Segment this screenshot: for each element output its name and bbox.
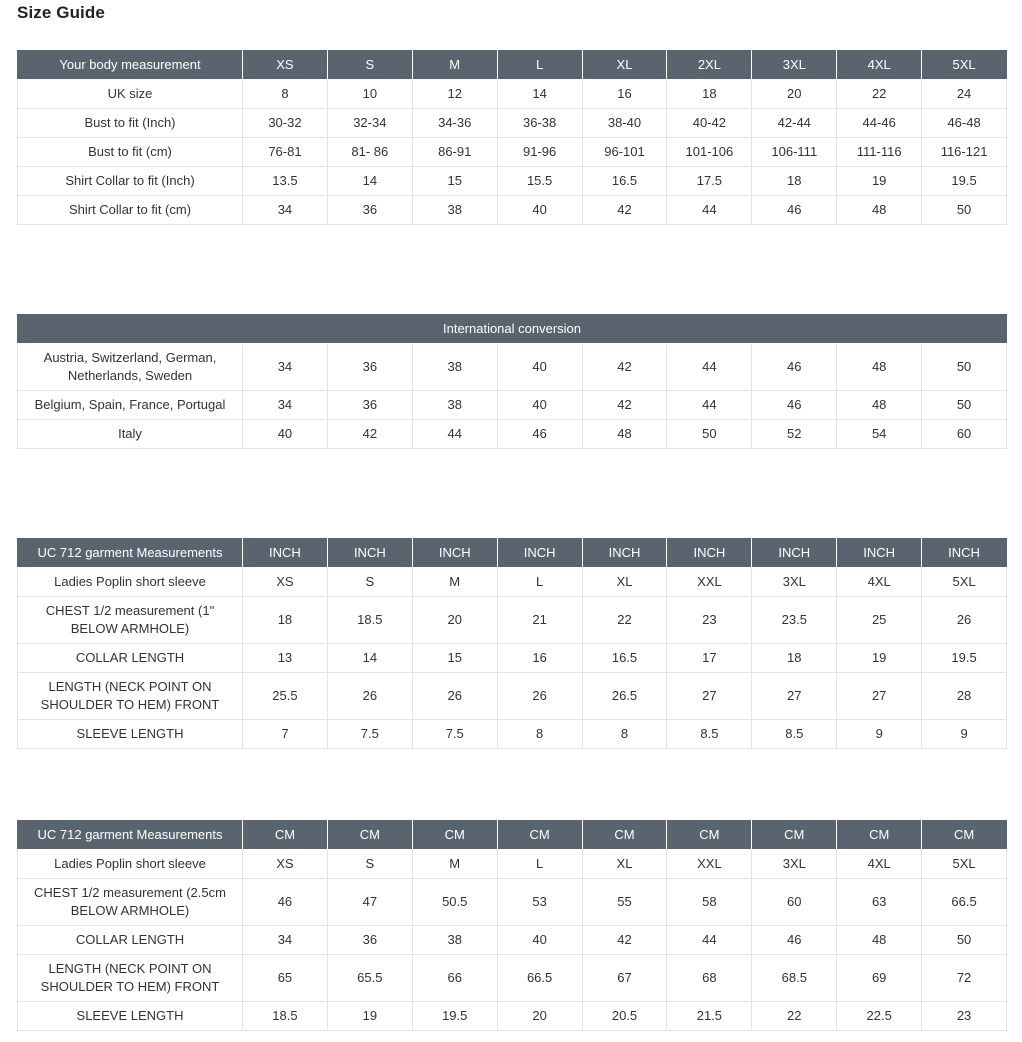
table-cell: 18.5	[243, 1002, 328, 1031]
table-cell: 36	[327, 344, 412, 391]
table-header-cell: XL	[582, 51, 667, 80]
table-cell: 34	[243, 196, 328, 225]
table-cell: 46	[752, 344, 837, 391]
table-header-label: UC 712 garment Measurements	[18, 821, 243, 850]
row-label-cell: CHEST 1/2 measurement (1" BELOW ARMHOLE)	[18, 597, 243, 644]
table-cell: 48	[837, 926, 922, 955]
table-cell: 19	[837, 167, 922, 196]
table-cell: XXL	[667, 568, 752, 597]
table-cell: 8	[243, 80, 328, 109]
table-cell: 46	[497, 420, 582, 449]
table-cell: 15.5	[497, 167, 582, 196]
table-cell: 16.5	[582, 644, 667, 673]
table-header-row	[18, 51, 1007, 80]
row-label-cell: Austria, Switzerland, German, Netherlands, Sweden	[18, 344, 243, 391]
table-cell: 68.5	[752, 955, 837, 1002]
table-cell: 65	[243, 955, 328, 1002]
table-cell: 3XL	[752, 850, 837, 879]
table-header-cell: CM	[582, 821, 667, 850]
table-cell: M	[412, 568, 497, 597]
table-row	[18, 720, 1007, 749]
row-label-cell: LENGTH (NECK POINT ON SHOULDER TO HEM) FRONT	[18, 673, 243, 720]
table-cell: 16	[497, 644, 582, 673]
table-cell: L	[497, 850, 582, 879]
table-header-cell: 4XL	[837, 51, 922, 80]
table-cell: 22.5	[837, 1002, 922, 1031]
table-cell: 111-116	[837, 138, 922, 167]
table-cell: 3XL	[752, 568, 837, 597]
table-row	[18, 568, 1007, 597]
table-cell: 36	[327, 391, 412, 420]
international-conversion-heading: International conversion	[18, 315, 1007, 344]
table-cell: 86-91	[412, 138, 497, 167]
table-cell: 21	[497, 597, 582, 644]
table-cell: 13	[243, 644, 328, 673]
table-cell: 18	[667, 80, 752, 109]
table-cell: 66.5	[497, 955, 582, 1002]
row-label-cell: Ladies Poplin short sleeve	[18, 850, 243, 879]
table-cell: 44-46	[837, 109, 922, 138]
table-cell: 8	[497, 720, 582, 749]
table-cell: 24	[922, 80, 1007, 109]
table-header-label: Your body measurement	[18, 51, 243, 80]
table-header-cell: INCH	[582, 539, 667, 568]
table-cell: XL	[582, 568, 667, 597]
row-label-cell: UK size	[18, 80, 243, 109]
table-cell: 42	[582, 926, 667, 955]
table-cell: 14	[327, 167, 412, 196]
table-header-cell: 2XL	[667, 51, 752, 80]
table-cell: 72	[922, 955, 1007, 1002]
table-row	[18, 673, 1007, 720]
table-cell: 44	[667, 391, 752, 420]
table-header-cell: CM	[922, 821, 1007, 850]
table-cell: 20	[497, 1002, 582, 1031]
table-cell: 22	[752, 1002, 837, 1031]
table-cell: 48	[837, 344, 922, 391]
table-cell: 16	[582, 80, 667, 109]
table-row	[18, 420, 1007, 449]
table-cell: 7.5	[412, 720, 497, 749]
table-cell: 67	[582, 955, 667, 1002]
table-cell: 26	[327, 673, 412, 720]
table-cell: 27	[667, 673, 752, 720]
row-label-cell: CHEST 1/2 measurement (2.5cm BELOW ARMHOLE)	[18, 879, 243, 926]
table-cell: XS	[243, 850, 328, 879]
table-header-cell: CM	[327, 821, 412, 850]
table-cell: 26.5	[582, 673, 667, 720]
table-cell: 44	[667, 344, 752, 391]
table-header-cell: INCH	[837, 539, 922, 568]
table-header-cell: INCH	[243, 539, 328, 568]
table-row	[18, 138, 1007, 167]
table-cell: 96-101	[582, 138, 667, 167]
table-cell: 36-38	[497, 109, 582, 138]
table-cell: 23	[667, 597, 752, 644]
table-row	[18, 850, 1007, 879]
table-cell: 52	[752, 420, 837, 449]
table-cell: 9	[922, 720, 1007, 749]
table-cell: 19.5	[412, 1002, 497, 1031]
table-cell: 50	[922, 391, 1007, 420]
table-row	[18, 344, 1007, 391]
table-cell: 20	[412, 597, 497, 644]
table-row	[18, 955, 1007, 1002]
table-cell: 30-32	[243, 109, 328, 138]
table-cell: 19.5	[922, 644, 1007, 673]
table-cell: 8	[582, 720, 667, 749]
table-cell: 38	[412, 926, 497, 955]
table-cell: 15	[412, 167, 497, 196]
table-cell: S	[327, 568, 412, 597]
table-cell: 9	[837, 720, 922, 749]
table-cell: 19	[327, 1002, 412, 1031]
table-cell: 66	[412, 955, 497, 1002]
table-cell: 42	[582, 391, 667, 420]
table-header-cell: 3XL	[752, 51, 837, 80]
table-cell: 26	[497, 673, 582, 720]
table-cell: 36	[327, 196, 412, 225]
table-cell: 46	[752, 926, 837, 955]
table-cell: 65.5	[327, 955, 412, 1002]
table-cell: 4XL	[837, 568, 922, 597]
table-header-cell: INCH	[412, 539, 497, 568]
table-cell: 50	[667, 420, 752, 449]
table-cell: 34	[243, 926, 328, 955]
table-cell: 18	[243, 597, 328, 644]
table-cell: 106-111	[752, 138, 837, 167]
table-cell: 7.5	[327, 720, 412, 749]
table-row	[18, 1002, 1007, 1031]
table-cell: 40	[497, 344, 582, 391]
table-cell: 34-36	[412, 109, 497, 138]
row-label-cell: COLLAR LENGTH	[18, 644, 243, 673]
table-row	[18, 597, 1007, 644]
table-cell: 40-42	[667, 109, 752, 138]
table-cell: 40	[497, 926, 582, 955]
table-row	[18, 80, 1007, 109]
table-cell: 46	[752, 196, 837, 225]
table-header-cell: CM	[412, 821, 497, 850]
row-label-cell: Shirt Collar to fit (cm)	[18, 196, 243, 225]
table-cell: 28	[922, 673, 1007, 720]
table-cell: 18.5	[327, 597, 412, 644]
table-cell: 54	[837, 420, 922, 449]
table-cell: 12	[412, 80, 497, 109]
table-header-cell: INCH	[752, 539, 837, 568]
table-cell: 38	[412, 196, 497, 225]
garment-measurements-inch-table	[17, 538, 1007, 749]
table-cell: 34	[243, 391, 328, 420]
table-row	[18, 167, 1007, 196]
table-cell: 34	[243, 344, 328, 391]
table-cell: 10	[327, 80, 412, 109]
table-cell: 27	[752, 673, 837, 720]
table-cell: 66.5	[922, 879, 1007, 926]
table-cell: 68	[667, 955, 752, 1002]
table-cell: 48	[582, 420, 667, 449]
table-header-label: UC 712 garment Measurements	[18, 539, 243, 568]
table-cell: 21.5	[667, 1002, 752, 1031]
table-row	[18, 879, 1007, 926]
table-cell: 44	[667, 196, 752, 225]
table-cell: 101-106	[667, 138, 752, 167]
table-cell: 44	[412, 420, 497, 449]
table-cell: 55	[582, 879, 667, 926]
table-header-cell: CM	[497, 821, 582, 850]
table-cell: 13.5	[243, 167, 328, 196]
table-cell: 60	[752, 879, 837, 926]
table-row	[18, 644, 1007, 673]
table-cell: 46	[243, 879, 328, 926]
row-label-cell: COLLAR LENGTH	[18, 926, 243, 955]
table-cell: 69	[837, 955, 922, 1002]
table-cell: 5XL	[922, 568, 1007, 597]
table-cell: 44	[667, 926, 752, 955]
table-cell: 53	[497, 879, 582, 926]
table-header-cell: CM	[752, 821, 837, 850]
table-cell: 18	[752, 644, 837, 673]
garment-measurements-cm-table	[17, 820, 1007, 1031]
table-cell: 50	[922, 926, 1007, 955]
table-row	[18, 391, 1007, 420]
table-cell: 42	[327, 420, 412, 449]
table-cell: 20	[752, 80, 837, 109]
table-header-cell: INCH	[497, 539, 582, 568]
table-cell: 76-81	[243, 138, 328, 167]
table-cell: 38	[412, 391, 497, 420]
table-header-cell: CM	[243, 821, 328, 850]
table-cell: 5XL	[922, 850, 1007, 879]
table-cell: XS	[243, 568, 328, 597]
table-cell: 58	[667, 879, 752, 926]
table-cell: 22	[837, 80, 922, 109]
table-header-row	[18, 315, 1007, 344]
table-cell: 50.5	[412, 879, 497, 926]
row-label-cell: Bust to fit (Inch)	[18, 109, 243, 138]
table-header-cell: INCH	[667, 539, 752, 568]
table-cell: 81- 86	[327, 138, 412, 167]
table-header-row	[18, 539, 1007, 568]
table-cell: 32-34	[327, 109, 412, 138]
table-cell: 18	[752, 167, 837, 196]
table-cell: XXL	[667, 850, 752, 879]
table-cell: 48	[837, 391, 922, 420]
table-row	[18, 926, 1007, 955]
table-cell: 23.5	[752, 597, 837, 644]
table-cell: 50	[922, 196, 1007, 225]
table-row	[18, 196, 1007, 225]
row-label-cell: SLEEVE LENGTH	[18, 1002, 243, 1031]
table-header-cell: 5XL	[922, 51, 1007, 80]
table-cell: 25	[837, 597, 922, 644]
table-cell: 42	[582, 344, 667, 391]
table-cell: 38-40	[582, 109, 667, 138]
table-cell: 22	[582, 597, 667, 644]
page-title: Size Guide	[17, 3, 105, 22]
table-cell: 8.5	[752, 720, 837, 749]
table-cell: 19.5	[922, 167, 1007, 196]
table-cell: 8.5	[667, 720, 752, 749]
table-header-cell: M	[412, 51, 497, 80]
table-header-row	[18, 821, 1007, 850]
table-cell: 46	[752, 391, 837, 420]
table-cell: S	[327, 850, 412, 879]
table-cell: 42-44	[752, 109, 837, 138]
table-header-cell: CM	[837, 821, 922, 850]
table-header-cell: S	[327, 51, 412, 80]
table-cell: 47	[327, 879, 412, 926]
row-label-cell: Bust to fit (cm)	[18, 138, 243, 167]
table-cell: M	[412, 850, 497, 879]
row-label-cell: Italy	[18, 420, 243, 449]
table-cell: 19	[837, 644, 922, 673]
table-cell: 17	[667, 644, 752, 673]
table-cell: 14	[327, 644, 412, 673]
table-header-cell: INCH	[922, 539, 1007, 568]
row-label-cell: Ladies Poplin short sleeve	[18, 568, 243, 597]
body-measurement-table	[17, 50, 1007, 225]
table-cell: 40	[243, 420, 328, 449]
table-cell: XL	[582, 850, 667, 879]
table-header-cell: L	[497, 51, 582, 80]
table-cell: 36	[327, 926, 412, 955]
row-label-cell: Shirt Collar to fit (Inch)	[18, 167, 243, 196]
row-label-cell: Belgium, Spain, France, Portugal	[18, 391, 243, 420]
table-cell: 50	[922, 344, 1007, 391]
table-row	[18, 109, 1007, 138]
table-cell: 40	[497, 391, 582, 420]
table-cell: 46-48	[922, 109, 1007, 138]
table-cell: 91-96	[497, 138, 582, 167]
table-cell: 60	[922, 420, 1007, 449]
table-cell: 48	[837, 196, 922, 225]
table-cell: 42	[582, 196, 667, 225]
table-cell: 26	[922, 597, 1007, 644]
table-cell: 25.5	[243, 673, 328, 720]
row-label-cell: LENGTH (NECK POINT ON SHOULDER TO HEM) FRONT	[18, 955, 243, 1002]
table-cell: 15	[412, 644, 497, 673]
table-cell: 7	[243, 720, 328, 749]
table-cell: 17.5	[667, 167, 752, 196]
international-conversion-table	[17, 314, 1007, 449]
table-cell: 14	[497, 80, 582, 109]
table-cell: 4XL	[837, 850, 922, 879]
table-header-cell: INCH	[327, 539, 412, 568]
row-label-cell: SLEEVE LENGTH	[18, 720, 243, 749]
table-cell: 63	[837, 879, 922, 926]
table-cell: L	[497, 568, 582, 597]
table-cell: 20.5	[582, 1002, 667, 1031]
table-cell: 116-121	[922, 138, 1007, 167]
table-header-cell: CM	[667, 821, 752, 850]
table-cell: 26	[412, 673, 497, 720]
table-header-cell: XS	[243, 51, 328, 80]
table-cell: 27	[837, 673, 922, 720]
table-cell: 16.5	[582, 167, 667, 196]
table-cell: 40	[497, 196, 582, 225]
table-cell: 23	[922, 1002, 1007, 1031]
table-cell: 38	[412, 344, 497, 391]
